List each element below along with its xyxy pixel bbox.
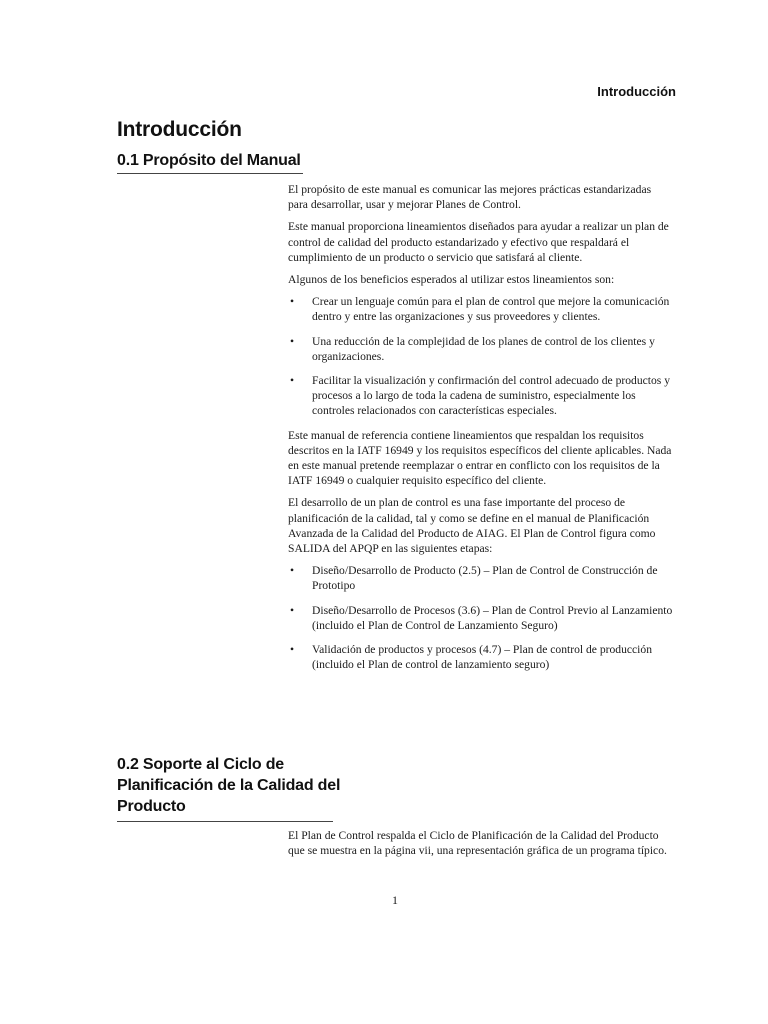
bullet-icon: • xyxy=(290,564,295,578)
paragraph: Este manual proporciona lineamientos diseñados para ayudar a realizar un plan de control de calidad del producto estandarizado y efectivo que respaldará el cumplimiento de un producto o servicio que satisfará al cliente. xyxy=(288,220,669,264)
list-item-text: Una reducción de la complejidad de los planes de control de los clientes y organizaciones. xyxy=(312,334,655,363)
section-title-purpose: 0.1 Propósito del Manual xyxy=(117,152,301,169)
paragraph: Algunos de los beneficios esperados al utilizar estos lineamientos son: xyxy=(288,273,615,287)
list-item xyxy=(288,603,673,633)
section-divider xyxy=(117,821,333,822)
list-item-text: Facilitar la visualización y confirmación del control adecuado de productos y procesos a lo largo de toda la cadena de suministro, especialmente los controles relacionados con características especiales. xyxy=(312,374,670,418)
bullet-icon: • xyxy=(290,334,295,348)
list-item-text: Diseño/Desarrollo de Producto (2.5) – Plan de Control de Construcción de Prototipo xyxy=(312,564,658,593)
bullet-icon: • xyxy=(290,295,295,309)
apqp-stages-list xyxy=(288,563,673,672)
paragraph: El Plan de Control respalda el Ciclo de Planificación de la Calidad del Producto que se muestra en la página vii, una representación gráfica de un programa típico. xyxy=(288,829,667,858)
list-item-text: Validación de productos y procesos (4.7) – Plan de control de producción (incluido el Plan de control de lanzamiento seguro) xyxy=(312,643,652,672)
list-item xyxy=(288,563,673,593)
list-item-text: Diseño/Desarrollo de Procesos (3.6) – Plan de Control Previo al Lanzamiento (incluido el Plan de Control de Lanzamiento Seguro) xyxy=(312,603,673,632)
list-item xyxy=(288,334,673,364)
bullet-icon: • xyxy=(290,643,295,657)
chapter-title: Introducción xyxy=(117,118,242,141)
benefits-list xyxy=(288,294,673,418)
running-header: Introducción xyxy=(597,84,676,99)
list-item xyxy=(288,373,673,419)
section-body-purpose xyxy=(288,182,673,681)
list-item xyxy=(288,642,673,672)
list-item xyxy=(288,294,673,324)
paragraph: El propósito de este manual es comunicar las mejores prácticas estandarizadas para desarrollar, usar y mejorar Planes de Control. xyxy=(288,183,652,212)
page-number: 1 xyxy=(392,893,398,907)
section-title-support: 0.2 Soporte al Ciclo de Planificación de la Calidad del Producto xyxy=(117,756,341,815)
bullet-icon: • xyxy=(290,374,295,388)
list-item-text: Crear un lenguaje común para el plan de control que mejore la comunicación dentro y entre las organizaciones y sus proveedores y clientes. xyxy=(312,295,670,324)
section-divider xyxy=(117,173,303,174)
paragraph: Este manual de referencia contiene lineamientos que respaldan los requisitos descritos en la IATF 16949 y los requisitos específicos del cliente aplicables. Nada en este manual pretende reemplazar o entrar en conflicto con los requisitos de la IATF 16949 o cualquier requisito específico del cliente. xyxy=(288,428,672,488)
paragraph: El desarrollo de un plan de control es una fase importante del proceso de planificación de la calidad, tal y como se define en el manual de Planificación Avanzada de la Calidad del Producto de AIAG. El Plan de Control figura como SALIDA del APQP en las siguientes etapas: xyxy=(288,496,656,556)
section-body-support xyxy=(288,828,673,865)
bullet-icon: • xyxy=(290,603,295,617)
